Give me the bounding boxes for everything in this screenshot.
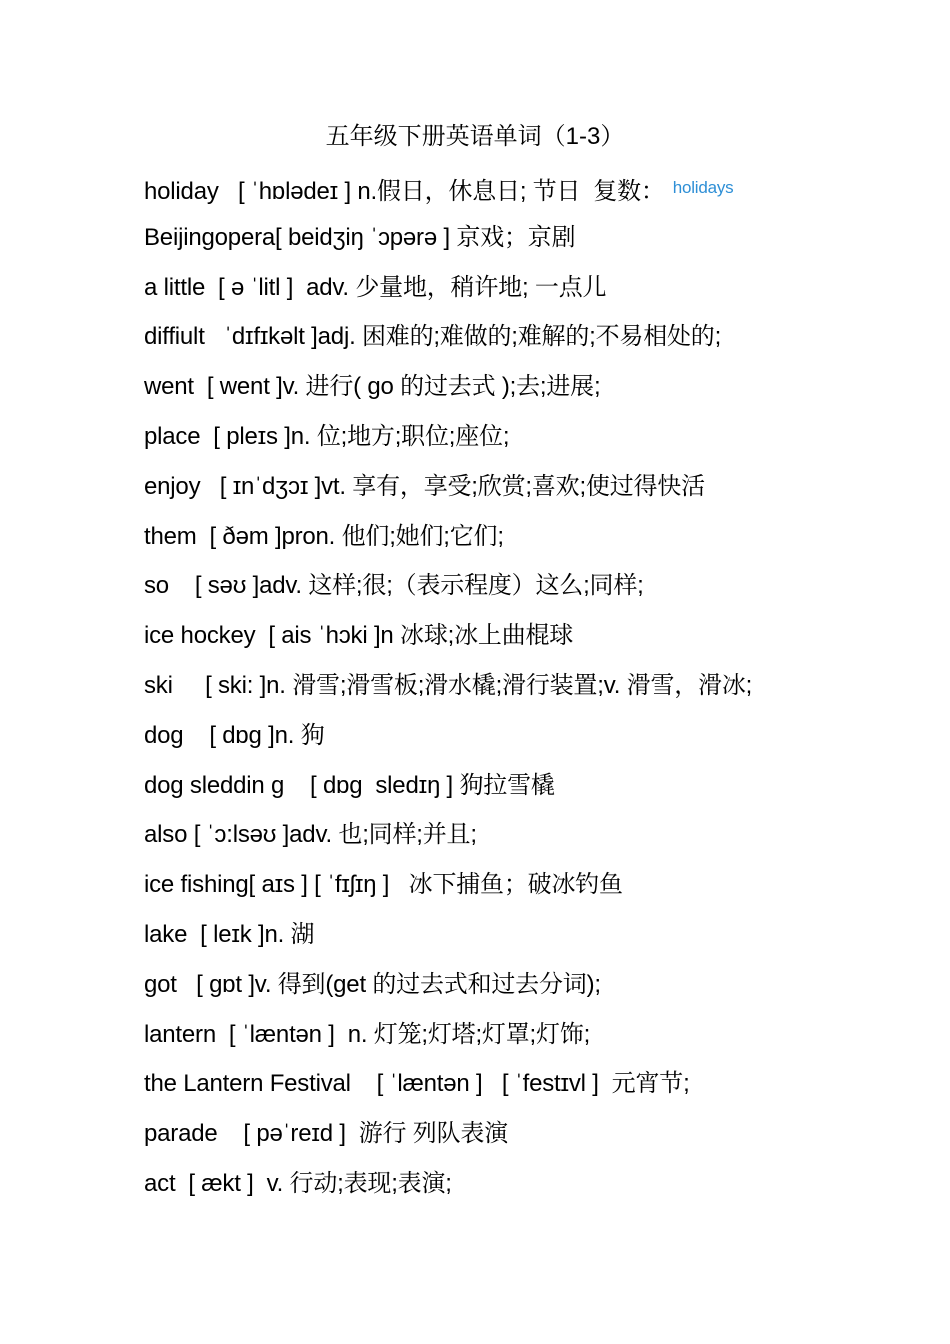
vocab-entry: ice fishing[ aɪs ] [ ˈfɪʃɪŋ ] 冰下捕鱼；破冰钓鱼 <box>144 871 623 899</box>
vocab-entry: dog sleddin g [ dɒg sledɪŋ ] 狗拉雪橇 <box>144 771 555 799</box>
vocab-entry-text: holiday [ ˈhɒlədeɪ ] n.假日，休息日; 节日 复数： <box>144 178 665 205</box>
vocab-entry: them [ ðəm ]pron. 他们;她们;它们; <box>144 522 504 550</box>
vocab-entry: Beijingopera[ beidʒiŋ ˈɔpərə ] 京戏；京剧 <box>144 223 576 251</box>
vocab-entry: got [ gɒt ]v. 得到(get 的过去式和过去分词); <box>144 970 601 998</box>
vocab-entry: diffiult ˈdɪfɪkəlt ]adj. 困难的;难做的;难解的;不易相处的; <box>144 323 722 351</box>
vocab-entry: the Lantern Festival [ ˈlæntən ] [ ˈfestɪvl ] 元宵节; <box>144 1070 690 1098</box>
plural-note: holidays <box>672 178 734 197</box>
vocabulary-list <box>144 170 924 1216</box>
vocab-entry: parade [ pəˈreɪd ] 游行 列队表演 <box>144 1120 508 1148</box>
vocab-entry: went [ went ]v. 进行( go 的过去式 );去;进展; <box>144 373 601 401</box>
vocab-entry: dog [ dɒg ]n. 狗 <box>144 721 325 749</box>
vocab-entry: also [ ˈɔ:lsəʊ ]adv. 也;同样;并且; <box>144 821 477 849</box>
vocab-entry-holiday <box>144 170 924 220</box>
page-title: 五年级下册英语单词（1-3） <box>325 123 625 150</box>
vocab-entry: act [ ækt ] v. 行动;表现;表演; <box>144 1169 452 1197</box>
vocab-entry: so [ səʊ ]adv. 这样;很;（表示程度）这么;同样; <box>144 572 644 600</box>
vocab-entry: enjoy [ ɪnˈdʒɔɪ ]vt. 享有，享受;欣赏;喜欢;使过得快活 <box>144 472 705 500</box>
vocab-entry: ice hockey [ ais ˈhɔki ]n 冰球;冰上曲棍球 <box>144 622 574 650</box>
vocab-entry: place [ pleɪs ]n. 位;地方;职位;座位; <box>144 422 510 450</box>
vocab-entry: a little [ ə ˈlitl ] adv. 少量地，稍许地; 一点儿 <box>144 273 607 301</box>
vocab-entry: lantern [ ˈlæntən ] n. 灯笼;灯塔;灯罩;灯饰; <box>144 1020 591 1048</box>
vocab-entry: ski [ ski: ]n. 滑雪;滑雪板;滑水橇;滑行装置;v. 滑雪，滑冰; <box>144 671 753 699</box>
vocab-entry: lake [ leɪk ]n. 湖 <box>144 920 315 948</box>
